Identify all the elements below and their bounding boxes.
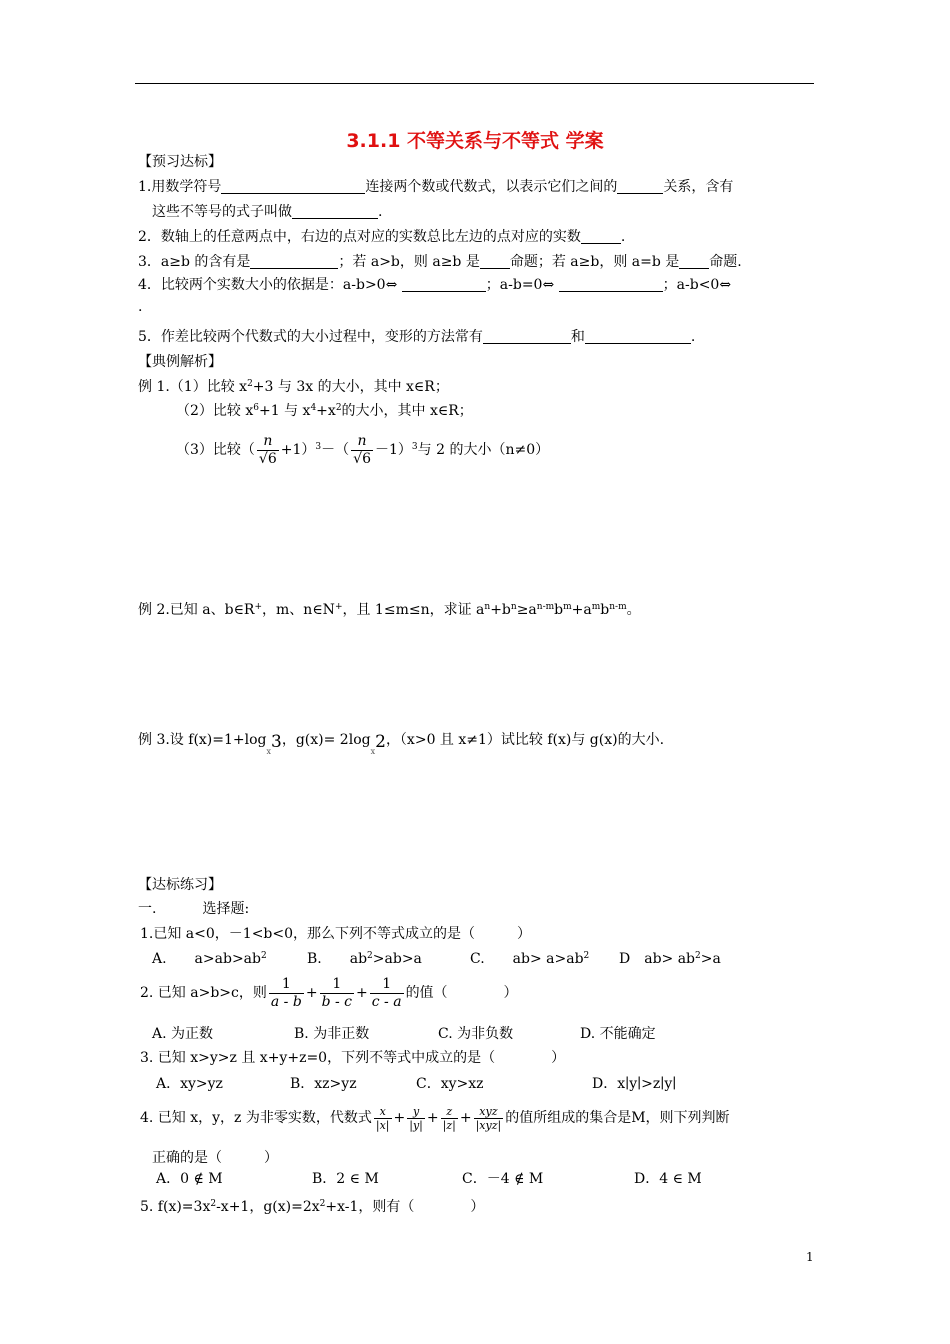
example-1-part-1: 例 1.（1）比较 $x^2+3$ 与 3x 的大小，其中 x∈R； [138, 379, 449, 395]
answer-blank [250, 254, 338, 269]
practice-q3-option-b: B．xz>yz [290, 1076, 357, 1092]
practice-question-3: 3. 已知 x>y>z 且 x+y+z=0，下列不等式中成立的是（ ） [140, 1050, 566, 1066]
example-3: 例 3.设 $f(x)=1+\log_x3$，$g(x)= 2\log_x2$，（x>0 且 x≠1）试比较 f(x)与 g(x)的大小. [138, 732, 665, 756]
preview-question-5: 5．作差比较两个代数式的大小过程中，变形的方法常有 和 . [138, 329, 696, 345]
section-heading-preview: 【预习达标】 [138, 154, 222, 170]
fraction-1-over-a-minus-b: $\frac{1}{a - b}$ [270, 975, 302, 1010]
practice-q4-option-b: B．2 ∈ M [312, 1171, 379, 1187]
practice-q1-option-c: C. $ab> a>ab^2$ [470, 951, 590, 967]
preview-question-1: 1.用数学符号 连接两个数或代数式，以表示它们之间的 关系，含有 [138, 179, 734, 195]
practice-question-4: 4. 已知 x，y，z 为非零实数，代数式 $\frac{x}{|x|}$ + $\frac{y}{|y|}$ + $\frac{z}{|z|}$ + $\frac{\text{xyz}}{\text{|xyz|}}$ 的值所组成的集合是M，则下列判断 [140, 1104, 730, 1132]
practice-q1-option-d: D $ab> ab^2>a$ [619, 951, 721, 967]
practice-q1-option-b: B. $ab^2>ab>a$ [307, 951, 422, 967]
practice-q2-option-a: A. 为正数 [152, 1026, 214, 1042]
practice-q3-option-d: D．x∣y∣>z∣y∣ [592, 1076, 677, 1092]
example-2: 例 2.已知 a、b∈R+，m、n∈N+，且 1≤m≤n，求证 $a^n+b^n\ge a^{n-m}b^m+a^mb^{n-m}$。 [138, 602, 641, 618]
practice-part-label: 一. 选择题: [138, 901, 250, 917]
section-heading-examples: 【典例解析】 [138, 354, 222, 370]
practice-q2-option-c: C. 为非负数 [438, 1026, 514, 1042]
fraction-n-over-sqrt6: $\frac{n}{√6}$ [258, 432, 277, 467]
header-rule [135, 83, 814, 84]
practice-q1-option-a: A. $a>ab>ab^2$ [152, 951, 267, 967]
practice-question-1: 1.已知 a<0，－1<b<0，那么下列不等式成立的是（ ） [140, 926, 532, 942]
page-title: 3.1.1 不等关系与不等式 学案 [346, 130, 604, 152]
practice-q4-option-c: C．－4 ∉ M [462, 1171, 544, 1187]
fraction-n-over-sqrt6: $\frac{n}{√6}$ [353, 432, 371, 467]
preview-question-2: 2．数轴上的任意两点中，右边的点对应的实数总比左边的点对应的实数 . [138, 229, 626, 245]
answer-blank [402, 277, 486, 292]
fraction-y-over-abs-y: $\frac{y}{|y|}$ [409, 1104, 423, 1132]
answer-blank [221, 179, 365, 194]
fraction-1-over-b-minus-c: $\frac{1}{b - c}$ [321, 975, 352, 1010]
practice-q3-option-a: A．xy>yz [156, 1076, 223, 1092]
example-1-part-2: （2）比较 $x^6+1$ 与 $x^4+x^2$的大小，其中 x∈R； [176, 403, 473, 419]
fraction-1-over-c-minus-a: $\frac{1}{c - a}$ [371, 975, 402, 1010]
practice-q4-option-a: A．0 ∉ M [156, 1171, 223, 1187]
preview-question-4: 4．比较两个实数大小的依据是：a-b>0⇔ ；a-b=0⇔ ；a-b<0⇔ [138, 277, 732, 293]
preview-question-1-cont: 这些不等号的式子叫做 . [152, 204, 383, 220]
page-number: 1 [806, 1250, 814, 1264]
answer-blank [617, 179, 663, 194]
practice-question-4-cont: 正确的是（ ） [152, 1150, 278, 1166]
section-heading-practice: 【达标练习】 [138, 877, 222, 893]
answer-blank [679, 254, 709, 269]
answer-blank [585, 329, 691, 344]
answer-blank [480, 254, 510, 269]
fraction-z-over-abs-z: $\frac{z}{|z|}$ [442, 1104, 456, 1132]
practice-q3-option-c: C．xy>xz [416, 1076, 484, 1092]
practice-q4-option-d: D．4 ∈ M [634, 1171, 702, 1187]
answer-blank [559, 277, 663, 292]
answer-blank [581, 229, 621, 244]
preview-question-4-end: . [138, 299, 143, 315]
example-1-part-3: （3）比较（ $\frac{n}{√6}$ +1）$^3$－（ $\frac{n}{√6}$ －1）$^3$与 2 的大小（n≠0） [176, 432, 550, 467]
answer-blank [483, 329, 571, 344]
answer-blank [292, 204, 378, 219]
fraction-xyz-over-abs-xyz: $\frac{\text{xyz}}{\text{|xyz|}}$ [475, 1104, 502, 1132]
preview-question-3: 3．a≥b 的含有是 ；若 a>b，则 a≥b 是 命题；若 a≥b，则 a=b 是 命题. [138, 254, 742, 270]
fraction-x-over-abs-x: $\frac{x}{|x|}$ [375, 1104, 390, 1132]
practice-q2-option-d: D. 不能确定 [580, 1026, 656, 1042]
practice-q2-option-b: B. 为非正数 [294, 1026, 370, 1042]
practice-question-5: 5. $f(x)=3x^2-x+1$，$g(x)=2x^2+x-1$，则有（ ） [140, 1199, 485, 1215]
practice-question-2: 2. 已知 a>b>c，则 $\frac{1}{a - b}$ + $\frac{1}{b - c}$ + $\frac{1}{c - a}$ 的值（ ） [140, 975, 518, 1010]
